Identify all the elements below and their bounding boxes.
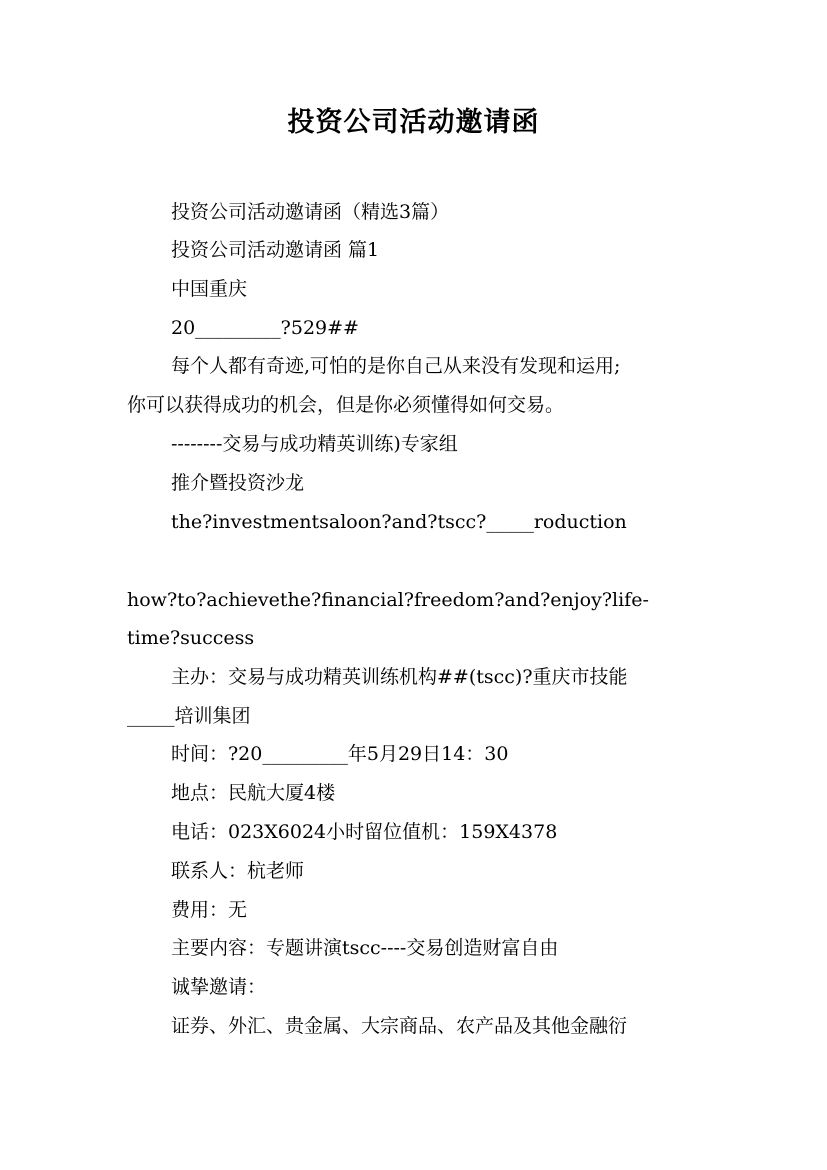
paragraph-date-code: 20_________?529## [171,317,359,339]
paragraph-location: 中国重庆 [171,278,248,300]
paragraph-invitation: 诚挚邀请： [171,976,267,998]
paragraph-time: 时间：?20_________年5月29日14：30 [171,743,509,765]
paragraph-english-line-2: how?to?achievethe?financial?freedom?and?enjoy?life- [127,589,649,611]
paragraph-english-line-3: time?success [127,627,255,649]
paragraph-english-line-1: the?investmentsaloon?and?tscc?_____roduction [171,511,627,533]
paragraph-quote-line-1: 每个人都有奇迹,可怕的是你自己从来没有发现和运用; [171,355,621,377]
paragraph-article-heading: 投资公司活动邀请函 篇1 [171,239,380,261]
paragraph-organizer-line-1: 主办：交易与成功精英训练机构##(tscc)?重庆市技能 [171,666,628,688]
paragraph-venue: 地点：民航大厦4楼 [171,782,336,804]
paragraph-contact: 联系人：杭老师 [171,860,305,882]
paragraph-subtitle: 投资公司活动邀请函（精选3篇） [171,201,450,223]
paragraph-organizer-line-2: _____培训集团 [127,705,251,727]
paragraph-fee: 费用：无 [171,899,248,921]
paragraph-salon: 推介暨投资沙龙 [171,472,305,494]
document-title: 投资公司活动邀请函 [287,107,540,138]
paragraph-quote-line-2: 你可以获得成功的机会，但是你必须懂得如何交易。 [127,394,565,416]
paragraph-expert-group: --------交易与成功精英训练)专家组 [171,433,458,455]
paragraph-main-content: 主要内容：专题讲演tscc----交易创造财富自由 [171,937,559,959]
paragraph-invitees: 证券、外汇、贵金属、大宗商品、农产品及其他金融衍 [171,1015,628,1037]
paragraph-phone: 电话：023X6024小时留位值机：159X4378 [171,821,558,843]
